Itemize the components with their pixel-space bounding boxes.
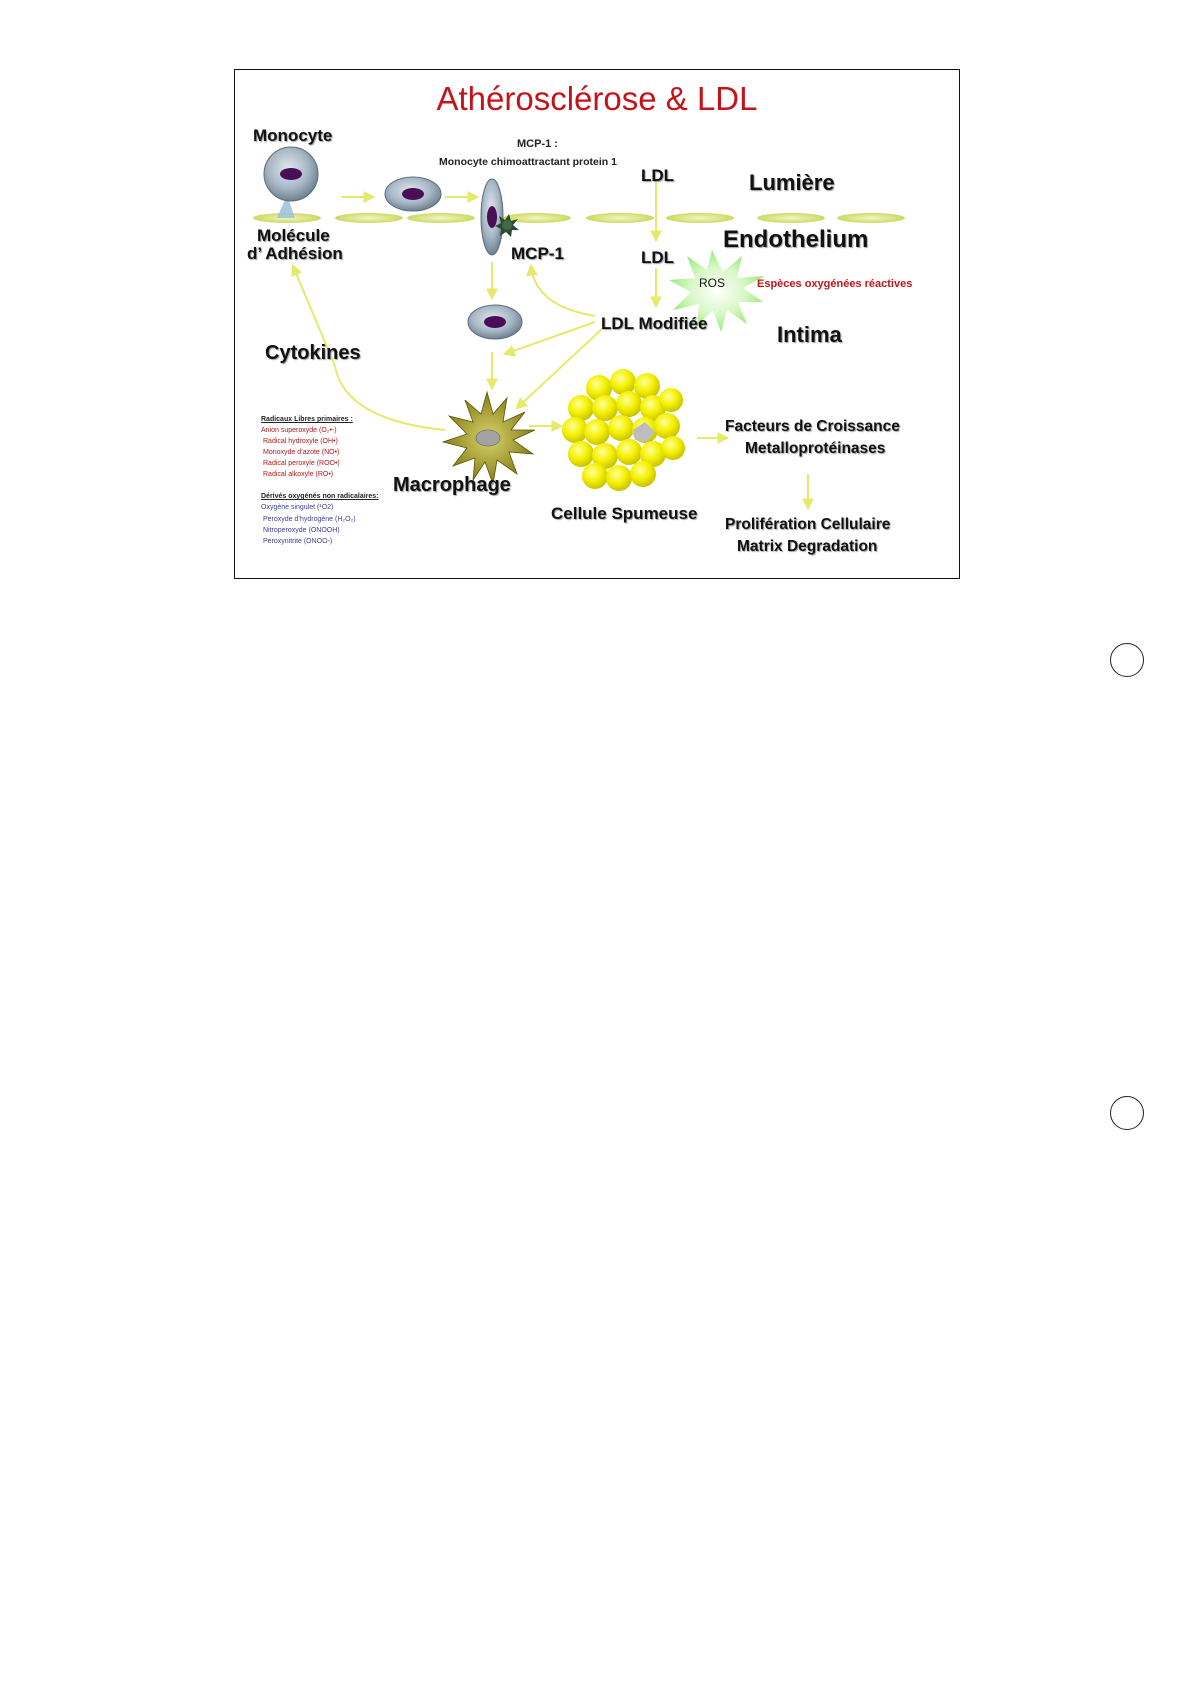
ldl-top-label: LDL [641, 166, 675, 185]
ldl-modifiee-label: LDL Modifiée [601, 314, 708, 333]
cellule-spumeuse-label: Cellule Spumeuse [551, 504, 698, 523]
legend-primary-item: Anion superoxyde (O₂•-) [261, 427, 337, 434]
mcp1-definition-label: Monocyte chimoattractant protein 1 [439, 156, 617, 168]
cytokines-label: Cytokines [265, 342, 361, 364]
macrophage-label: Macrophage [393, 474, 511, 496]
legend-primary-item: Radical hydroxyle (OH•) [263, 438, 338, 445]
endothelium-label: Endothelium [723, 226, 869, 253]
matrix-degradation-label: Matrix Degradation [737, 538, 878, 555]
mcp1-label: MCP-1 [511, 244, 564, 263]
facteurs-label: Facteurs de Croissance [725, 418, 900, 435]
monocyte-cell [264, 147, 318, 218]
ldl-mid-label: LDL [641, 248, 675, 267]
atherosclerosis-diagram [234, 69, 960, 579]
legend-primary-item: Radical peroxyle (ROO•) [263, 460, 340, 467]
legend-secondary-header: Dérivés oxygénés non radicalaires: [261, 493, 379, 500]
legend-primary-header: Radicaux Libres primaires : [261, 416, 353, 423]
rolling-monocyte [385, 177, 441, 211]
legend-primary-item: Radical alkoxyle (RO•) [263, 471, 334, 478]
punch-hole-icon [1110, 643, 1144, 677]
legend-secondary-item: Nitroperoxyde (ONOOH) [263, 527, 340, 534]
legend-secondary-item: Oxygène singulet (¹O2) [261, 504, 334, 511]
lumiere-label: Lumière [749, 170, 835, 195]
endothelium-cells [253, 213, 905, 223]
diagram-title: Athérosclérose & LDL [436, 80, 758, 117]
monocyte-label: Monocyte [253, 126, 333, 145]
diagram-graphics [235, 70, 959, 578]
foam-cell [562, 369, 685, 491]
macrophage-cell [443, 392, 535, 484]
legend-secondary-item: Peroxyde d’hydrogène (H₂O₂) [263, 516, 356, 523]
proliferation-label: Prolifération Cellulaire [725, 516, 891, 533]
ros-label: ROS [699, 276, 726, 290]
legend-secondary-item: Peroxynitrite (ONOO-) [263, 538, 333, 545]
ros-note-label: Espèces oxygénées réactives [757, 278, 913, 290]
adhesion-label: d’ Adhésion [247, 244, 343, 263]
mcp1-header-label: MCP-1 : [517, 138, 558, 150]
molecule-label: Molécule [257, 226, 330, 245]
legend-primary-item: Monoxyde d’azote (NO•) [263, 449, 340, 456]
intima-label: Intima [777, 322, 842, 347]
intima-monocyte [468, 305, 522, 339]
punch-hole-icon [1110, 1096, 1144, 1130]
metalloproteinases-label: Metalloprotéinases [745, 440, 886, 457]
